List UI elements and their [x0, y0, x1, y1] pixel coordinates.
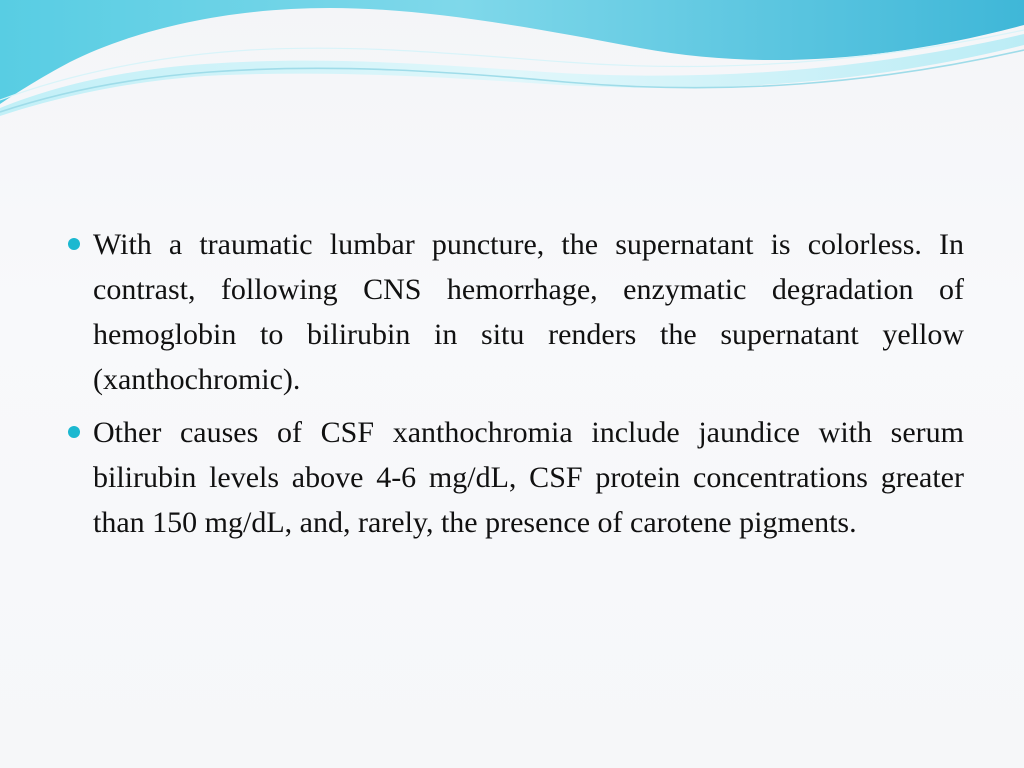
bullet-text: With a traumatic lumbar puncture, the supernatant is colorless. In contrast, following CNS hemorrhage, enzymatic degradation of hemoglobin to bilirubin in situ renders the supernatant yellow (xanthochromic). [93, 228, 964, 396]
bullet-list [62, 222, 964, 545]
bullet-item [62, 222, 964, 402]
wave-header-decoration [0, 0, 1024, 130]
bullet-dot-icon [68, 238, 80, 250]
bullet-item [62, 410, 964, 545]
bullet-dot-icon [68, 426, 80, 438]
bullet-text: Other causes of CSF xanthochromia include jaundice with serum bilirubin levels above 4-6 mg/dL, CSF protein concentrations greater than 150 mg/dL, and, rarely, the presence of carotene pigments. [93, 416, 964, 539]
slide-content [62, 222, 964, 553]
